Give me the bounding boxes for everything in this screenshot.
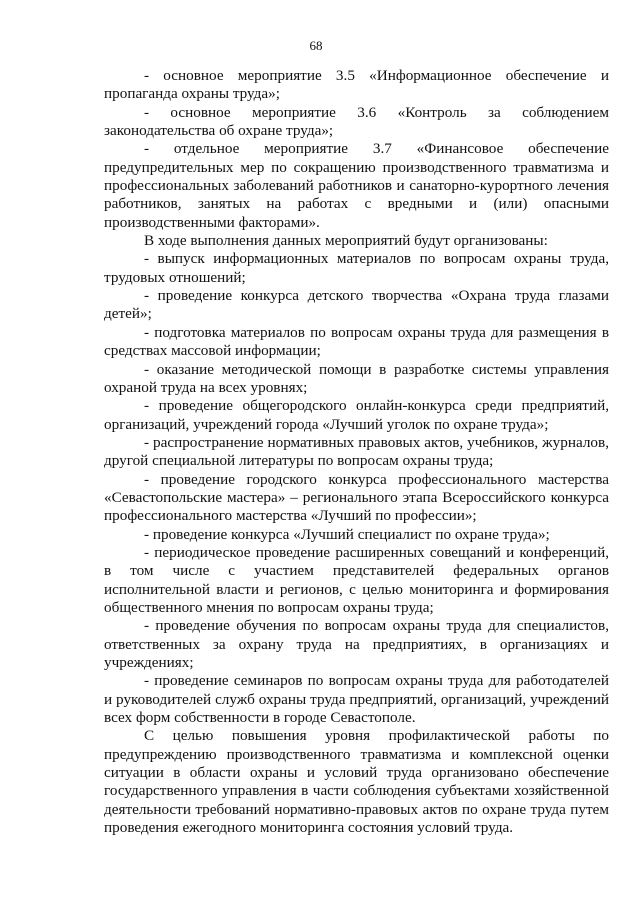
paragraph: - проведение семинаров по вопросам охраны труда для работодателей и руководителей служб охраны труда предприятий, организаций, учреждений всех форм собственности в городе Севастополе. (104, 672, 609, 727)
paragraph: - оказание методической помощи в разработке системы управления охраной труда на всех уровнях; (104, 360, 609, 396)
paragraph: - проведение обучения по вопросам охраны труда для специалистов, ответственных за охрану труда на предприятиях, в организациях и учреждениях; (104, 617, 609, 671)
paragraph: - распространение нормативных правовых актов, учебников, журналов, другой специальной литературы по вопросам охраны труда; (104, 433, 609, 470)
paragraph: В ходе выполнения данных мероприятий будут организованы: (144, 232, 548, 250)
paragraph: - проведение городского конкурса профессионального мастерства «Севастопольские мастера» – регионального этапа Всероссийского конкурса профессионального мастерства «Лучший по профессии»; (104, 470, 609, 525)
paragraph: - подготовка материалов по вопросам охраны труда для размещения в средствах массовой информации; (104, 323, 609, 360)
paragraph: - проведение конкурса детского творчества «Охрана труда глазами детей»; (104, 287, 609, 323)
paragraph: - основное мероприятие 3.5 «Информационное обеспечение и пропаганда охраны труда»; (104, 67, 609, 103)
paragraph: - основное мероприятие 3.6 «Контроль за соблюдением законодательства об охране труда»; (104, 103, 609, 140)
page-number: 68 (309, 38, 323, 53)
paragraph: - проведение конкурса «Лучший специалист по охране труда»; (144, 525, 550, 543)
paragraph: С целью повышения уровня профилактической работы по предупреждению производственного травматизма и комплексной оценки ситуации в области охраны и условий труда организовано обеспечение государственного управления в части соблюдения субъектами хозяйственной деятельности требований нормативно-правовых актов по охране труда путем проведения ежегодного мониторинга состояния условий труда. (104, 727, 609, 837)
paragraph: - периодическое проведение расширенных совещаний и конференций, в том числе с участием представителей федеральных органов исполнительной власти и регионов, с целью мониторинга и формирования общественного мнения по вопросам охраны труда; (104, 543, 609, 616)
paragraph: - выпуск информационных материалов по вопросам охраны труда, трудовых отношений; (104, 250, 609, 286)
page-body (104, 67, 609, 837)
paragraph: - отдельное мероприятие 3.7 «Финансовое обеспечение предупредительных мер по сокращению производственного травматизма и профессиональных заболеваний работников и санаторно-курортного лечения работников, занятых на работах с вредными и (или) опасными производственными факторами». (104, 140, 609, 231)
paragraph: - проведение общегородского онлайн-конкурса среди предприятий, организаций, учреждений города «Лучший уголок по охране труда»; (104, 397, 609, 433)
